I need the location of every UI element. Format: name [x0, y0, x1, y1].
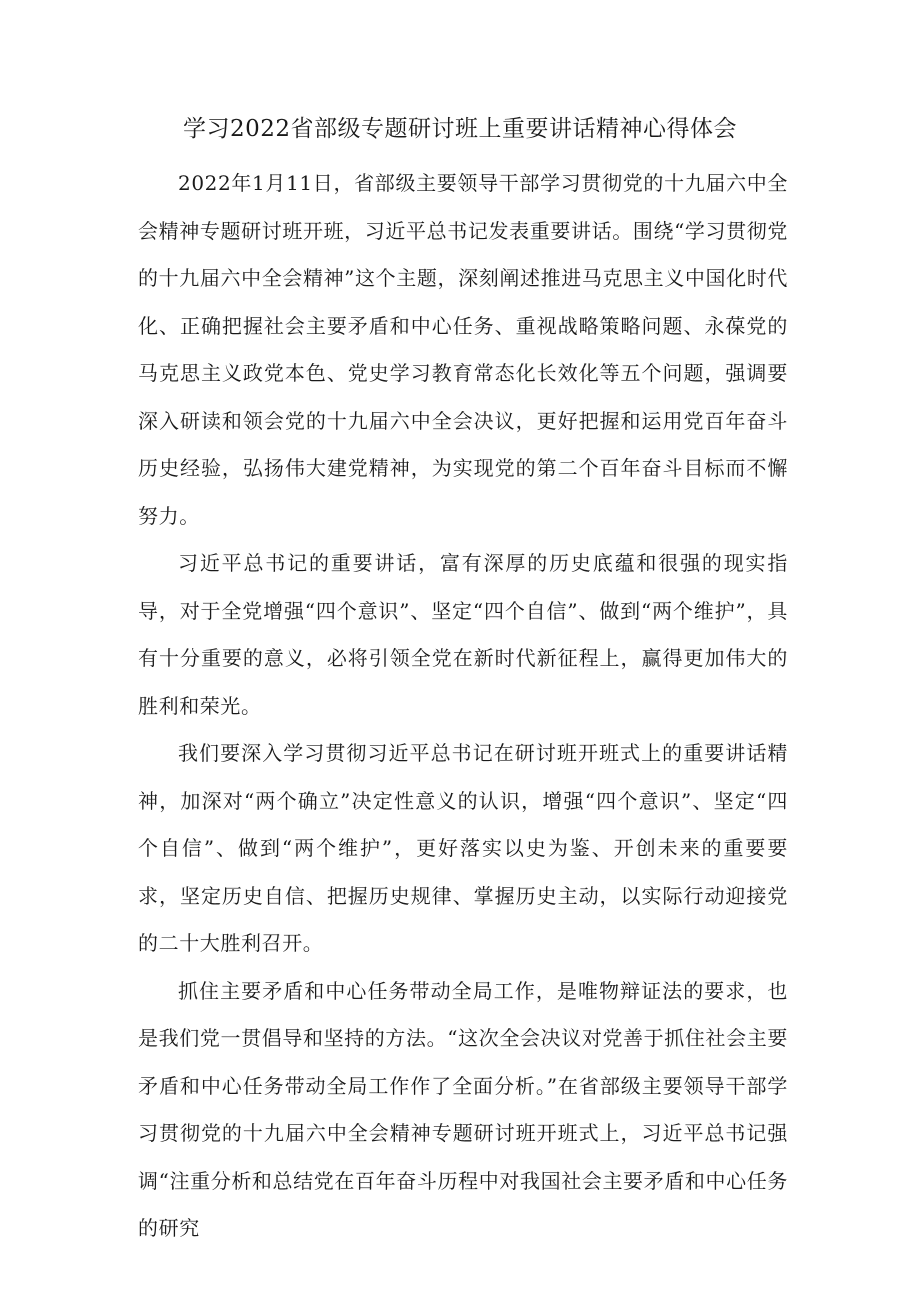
paragraph-1: 2022年1月11日，省部级主要领导干部学习贯彻党的十九届六中全会精神专题研讨班开班，习近平总书记发表重要讲话。围绕“学习贯彻党的十九届六中全会精神”这个主题，深刻阐述推进马克思主义中国化时代化、正确把握社会主要矛盾和中心任务、重视战略策略问题、永葆党的马克思主义政党本色、党史学习教育常态化长效化等五个问题，强调要深入研读和领会党的十九届六中全会决议，更好把握和运用党百年奋斗历史经验，弘扬伟大建党精神，为实现党的第二个百年奋斗目标而不懈努力。 — [138, 171, 788, 528]
paragraph-2: 习近平总书记的重要讲话，富有深厚的历史底蕴和很强的现实指导，对于全党增强“四个意识”、坚定“四个自信”、做到“两个维护”，具有十分重要的意义，必将引领全党在新时代新征程上，赢得更加伟大的胜利和荣光。 — [138, 551, 788, 718]
paragraph-3: 我们要深入学习贯彻习近平总书记在研讨班开班式上的重要讲话精神，加深对“两个确立”决定性意义的认识，增强“四个意识”、坚定“四个自信”、做到“两个维护”，更好落实以史为鉴、开创未来的重要要求，坚定历史自信、把握历史规律、掌握历史主动，以实际行动迎接党的二十大胜利召开。 — [138, 741, 788, 955]
document-title: 学习2022省部级专题研讨班上重要讲话精神心得体会 — [182, 116, 738, 142]
paragraph-4: 抓住主要矛盾和中心任务带动全局工作，是唯物辩证法的要求，也是我们党一贯倡导和坚持的方法。“这次全会决议对党善于抓住社会主要矛盾和中心任务带动全局工作作了全面分析。”在省部级主要领导干部学习贯彻党的十九届六中全会精神专题研讨班开班式上，习近平总书记强调“注重分析和总结党在百年奋斗历程中对我国社会主要矛盾和中心任务的研究 — [138, 978, 788, 1240]
document-body — [138, 160, 788, 1253]
